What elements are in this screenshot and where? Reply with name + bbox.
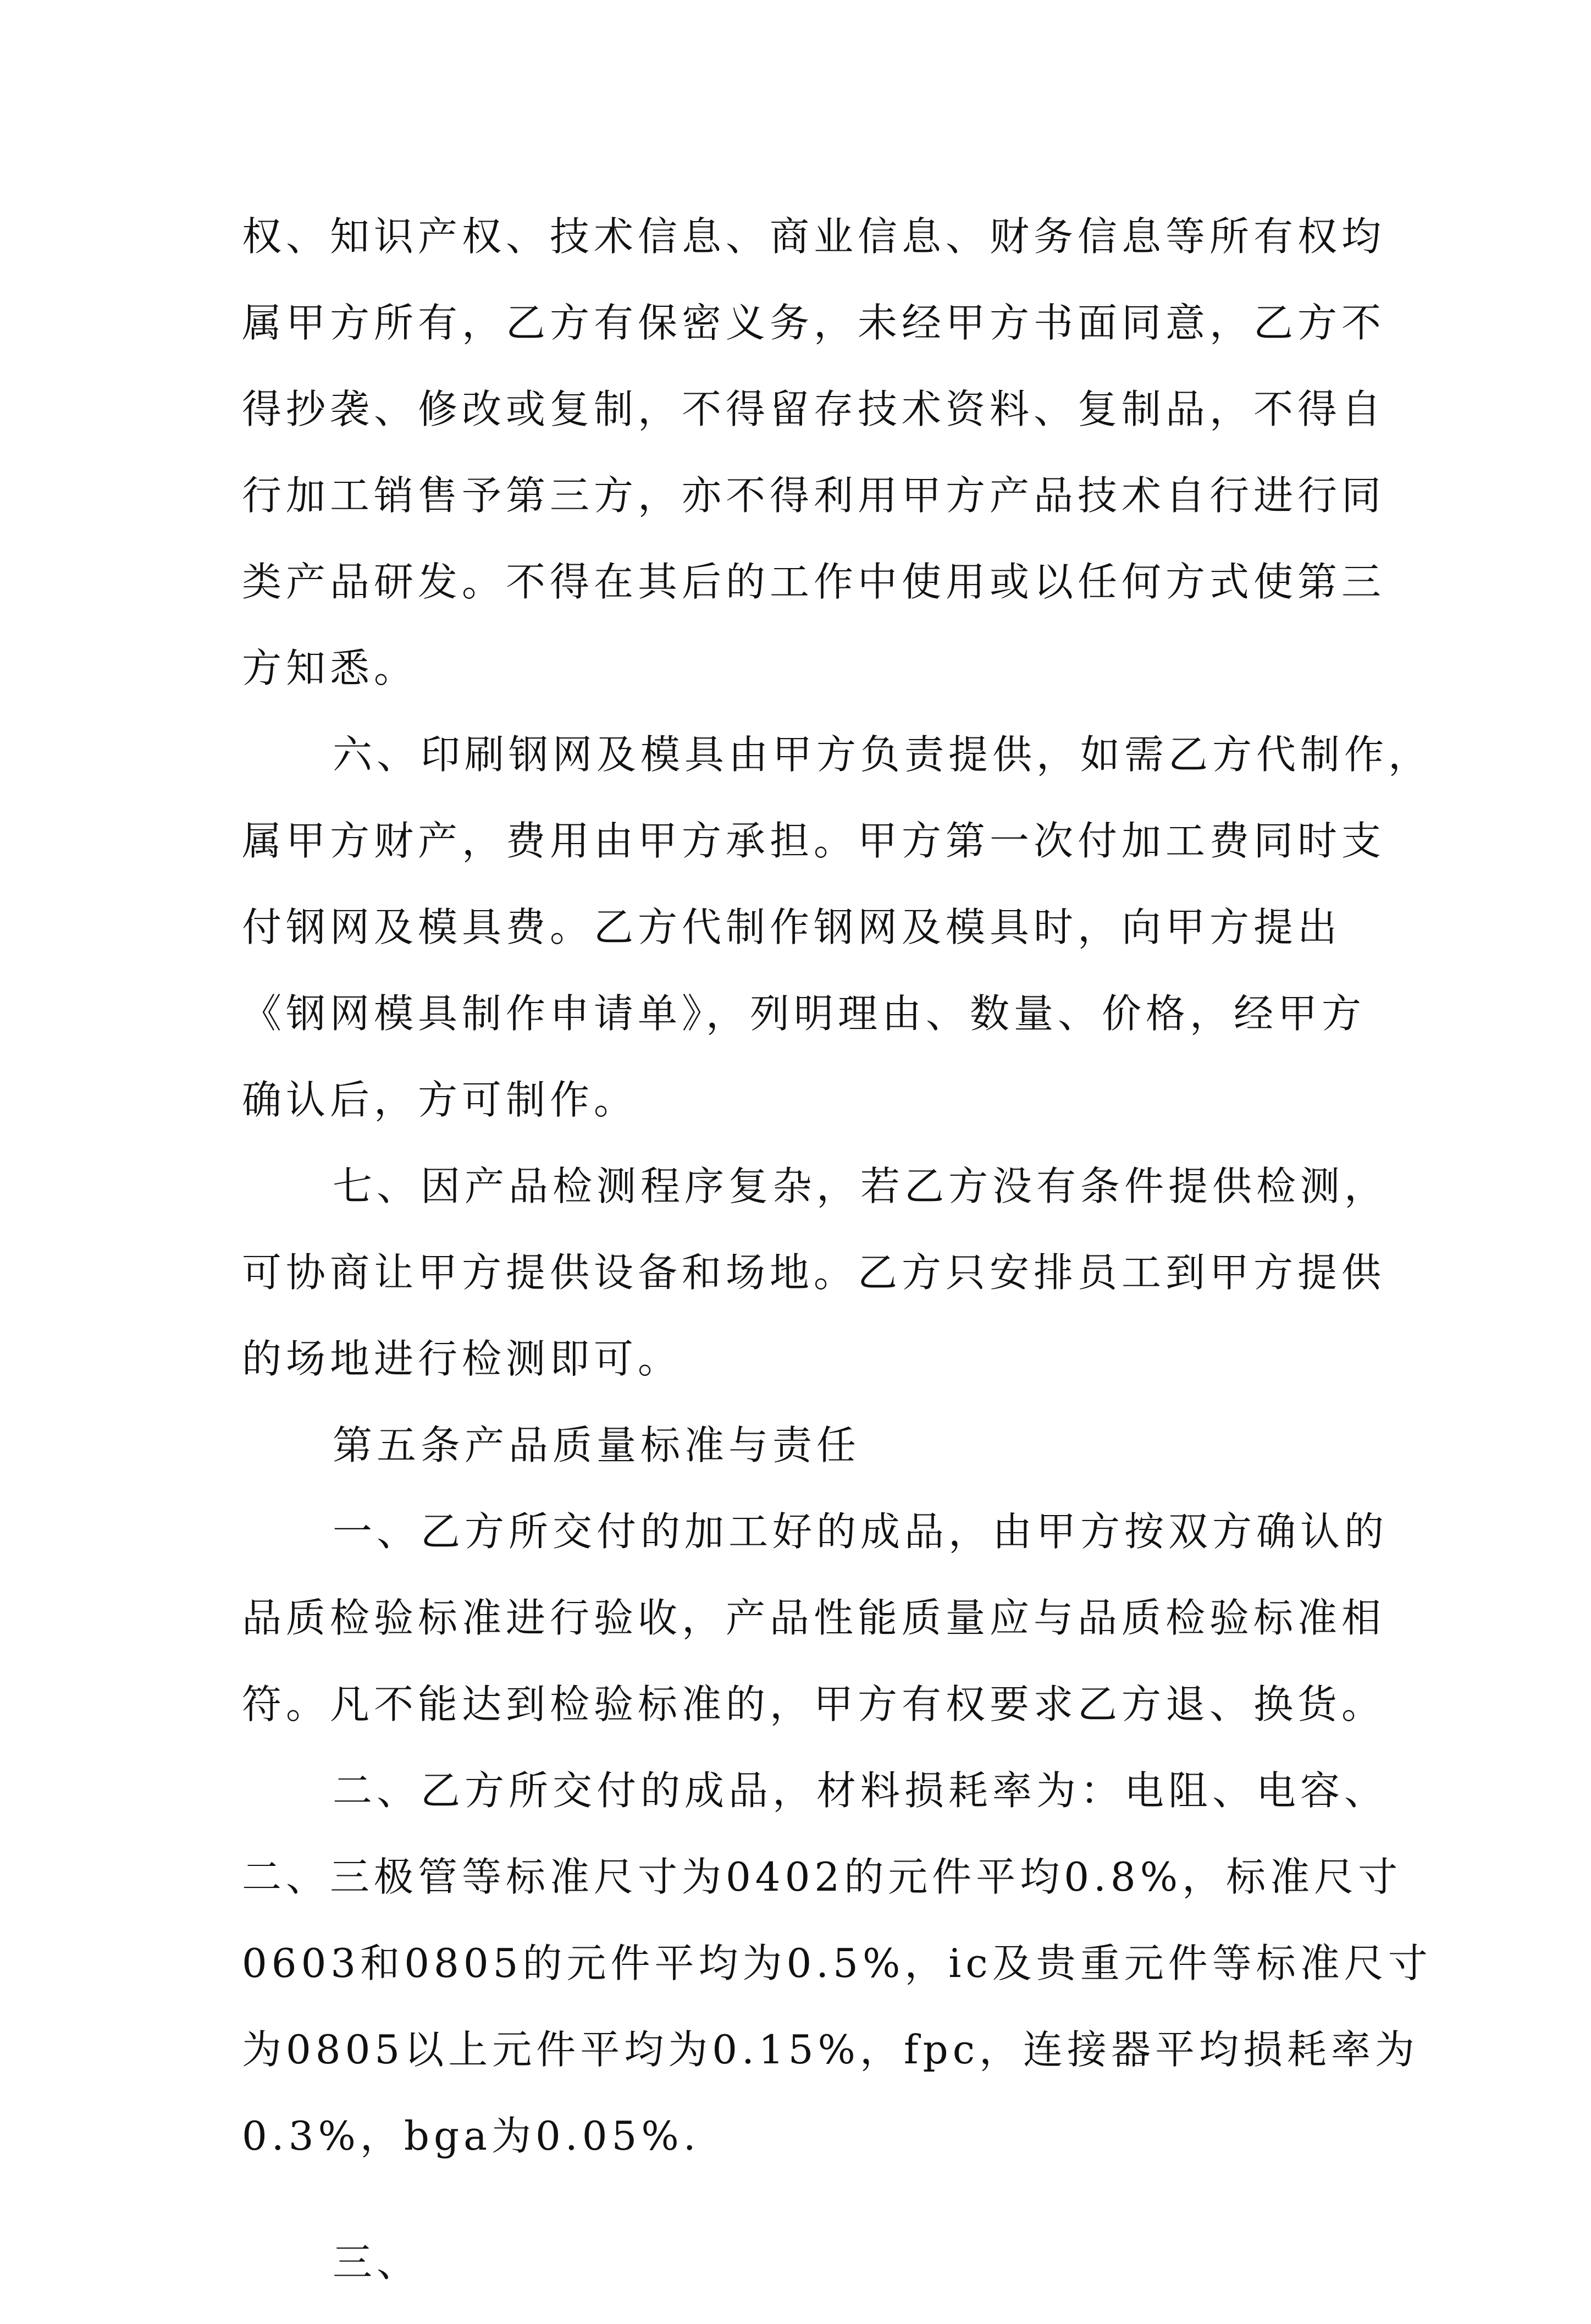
text-line: 得抄袭、修改或复制，不得留存技术资料、复制品，不得自 (242, 386, 1386, 432)
text-line: 为0805以上元件平均为0.15%，fpc，连接器平均损耗率为 (242, 2026, 1419, 2073)
text-line: 二、三极管等标准尺寸为0402的元件平均0.8%，标准尺寸 (242, 1854, 1402, 1900)
section-heading: 第五条产品质量标准与责任 (333, 1422, 861, 1468)
text-line: 确认后，方可制作。 (242, 1077, 638, 1123)
text-line: 0.3%，bga为0.05%. (242, 2113, 700, 2159)
text-line: 属甲方财产，费用由甲方承担。甲方第一次付加工费同时支 (242, 818, 1386, 864)
text-line: 行加工销售予第三方，亦不得利用甲方产品技术自行进行同 (242, 472, 1386, 519)
text-line: 的场地进行检测即可。 (242, 1336, 682, 1382)
text-line: 付钢网及模具费。乙方代制作钢网及模具时，向甲方提出 (242, 904, 1342, 950)
text-line: 类产品研发。不得在其后的工作中使用或以任何方式使第三 (242, 559, 1386, 605)
text-line: 符。凡不能达到检验标准的，甲方有权要求乙方退、换货。 (242, 1681, 1386, 1727)
text-line: 可协商让甲方提供设备和场地。乙方只安排员工到甲方提供 (242, 1249, 1386, 1296)
text-line: 品质检验标准进行验收，产品性能质量应与品质检验标准相 (242, 1595, 1386, 1641)
paragraph-six-start: 六、印刷钢网及模具由甲方负责提供，如需乙方代制作， (333, 731, 1433, 778)
text-line: 权、知识产权、技术信息、商业信息、财务信息等所有权均 (242, 213, 1386, 260)
text-line: 0603和0805的元件平均为0.5%，ic及贵重元件等标准尺寸 (242, 1940, 1432, 1986)
paragraph-seven-start: 七、因产品检测程序复杂，若乙方没有条件提供检测， (333, 1163, 1389, 1209)
document-body (242, 212, 1433, 2324)
text-line: 《钢网模具制作申请单》，列明理由、数量、价格，经甲方 (242, 990, 1366, 1037)
clause-three-start: 三、 (333, 2239, 421, 2286)
text-line: 属甲方所有，乙方有保密义务，未经甲方书面同意，乙方不 (242, 300, 1386, 346)
clause-one-start: 一、乙方所交付的加工好的成品，由甲方按双方确认的 (333, 1508, 1389, 1555)
text-line: 方知悉。 (242, 645, 418, 691)
clause-two-start: 二、乙方所交付的成品，材料损耗率为：电阻、电容、 (333, 1767, 1389, 1814)
